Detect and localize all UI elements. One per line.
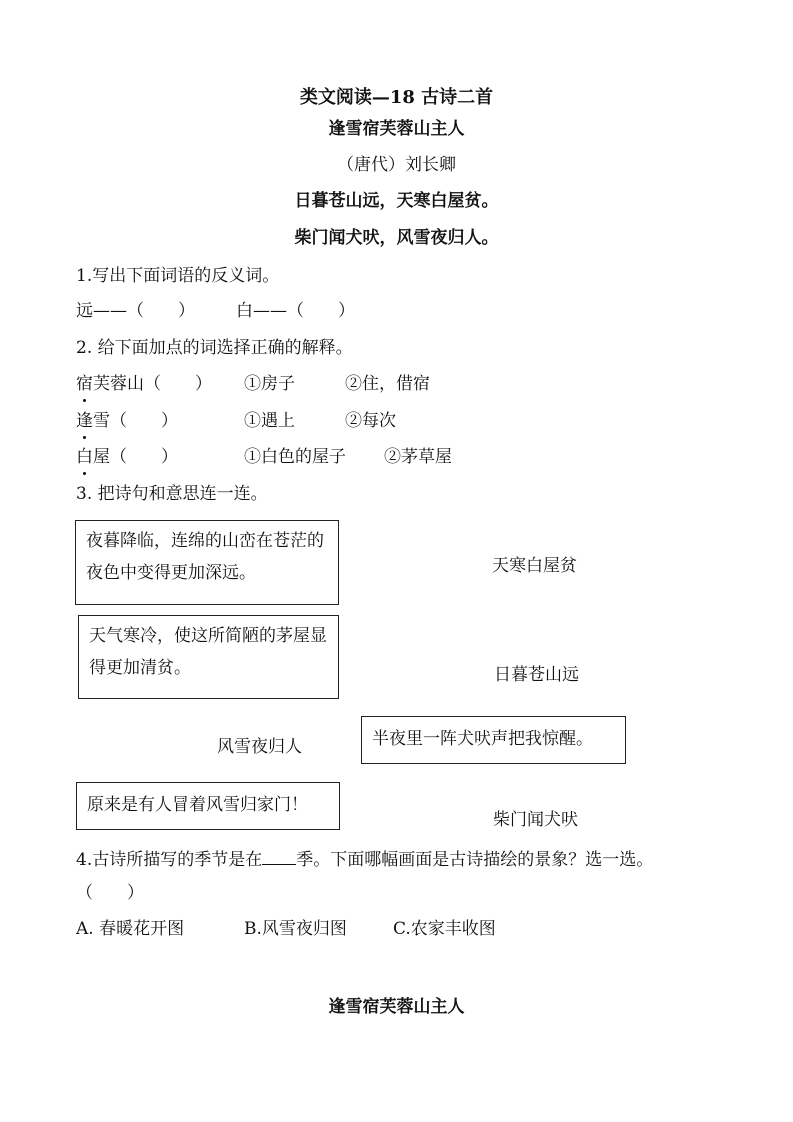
verse-option-b[interactable]: 日暮苍山远 [494,665,579,685]
row-text: 雪（ ） [93,411,178,431]
poem-line-2: 柴门闻犬吠，风雪夜归人。 [294,228,499,248]
option-1: ①房子 [244,374,295,394]
answer-parentheses[interactable]: （ ） [76,883,144,903]
question-1-prompt: 1.写出下面词语的反义词。 [76,266,280,286]
option-2: ②茅草屋 [384,447,452,467]
dotted-word: 白 [76,447,93,467]
row-text: 芙蓉山（ ） [93,374,212,394]
page-title: 类文阅读—18 古诗二首 [299,87,494,108]
dotted-word: 逢 [76,411,93,431]
poem-line-1: 日暮苍山远，天寒白屋贫。 [294,191,499,211]
question-4-prompt-end: 季。下面哪幅画面是古诗描绘的景象？选一选。 [296,850,654,870]
question-2-row-2 [76,410,178,432]
meaning-box-4[interactable]: 原来是有人冒着风雪归家门！ [76,782,340,830]
meaning-box-2[interactable]: 天气寒冷，使这所简陋的茅屋显得更加清贫。 [78,615,339,699]
meaning-box-1[interactable]: 夜暮降临，连绵的山峦在苍茫的夜色中变得更加深远。 [75,520,339,605]
question-2-row-3 [76,446,178,468]
poem-title: 逢雪宿芙蓉山主人 [328,119,465,139]
verse-option-a[interactable]: 天寒白屋贫 [492,556,577,576]
option-1: ①遇上 [244,411,295,431]
choice-a[interactable]: A. 春暖花开图 [76,919,185,939]
question-4-prompt-start: 4.古诗所描写的季节是在 [76,850,263,870]
option-1: ①白色的屋子 [244,447,346,467]
question-1-item-1: 远——（ ） [76,301,195,321]
choice-c[interactable]: C.农家丰收图 [393,919,496,939]
season-blank[interactable] [262,846,296,865]
meaning-box-3[interactable]: 半夜里一阵犬吠声把我惊醒。 [361,716,626,764]
choice-b[interactable]: B.风雪夜归图 [244,919,347,939]
question-1-item-2: 白——（ ） [236,301,355,321]
verse-option-d[interactable]: 柴门闻犬吠 [493,810,578,830]
second-poem-title: 逢雪宿芙蓉山主人 [328,997,465,1017]
option-2: ②每次 [345,411,396,431]
dotted-word: 宿 [76,374,93,394]
row-text: 屋（ ） [93,447,178,467]
question-3-prompt: 3. 把诗句和意思连一连。 [76,484,268,504]
question-4-prompt [76,846,653,871]
question-2-prompt: 2. 给下面加点的词选择正确的解释。 [76,338,353,358]
poem-author: （唐代）刘长卿 [337,155,456,175]
question-2-row-1 [76,373,212,395]
verse-option-c[interactable]: 风雪夜归人 [217,737,302,757]
option-2: ②住，借宿 [345,374,430,394]
